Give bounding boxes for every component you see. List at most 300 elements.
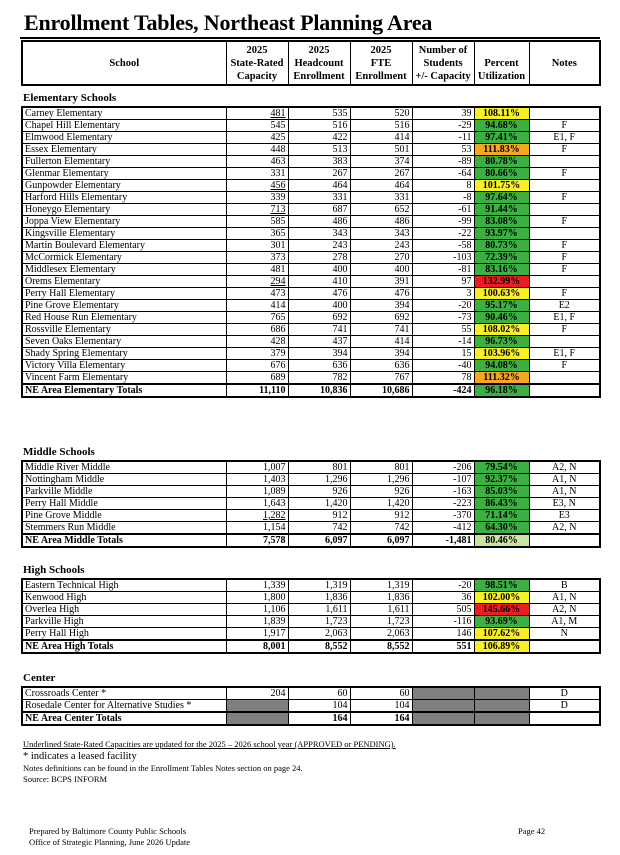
students-cell: -99	[412, 216, 474, 228]
section-title-middle: Middle Schools	[23, 446, 95, 458]
headcount-cell: 400	[288, 264, 350, 276]
percent-cell: 86.43%	[474, 498, 529, 510]
notes-cell: E1, F	[529, 312, 600, 324]
capacity-cell: 1,403	[226, 474, 288, 486]
capacity-cell: 481	[226, 107, 288, 120]
percent-cell: 64.30%	[474, 522, 529, 535]
students-cell: 505	[412, 604, 474, 616]
students-cell: -370	[412, 510, 474, 522]
school-cell: NE Area Middle Totals	[22, 534, 226, 547]
asterisk-footnote: * indicates a leased facility	[23, 751, 137, 762]
fte-cell: 414	[350, 132, 412, 144]
headcount-cell: 516	[288, 120, 350, 132]
header-headcount: 2025 Headcount Enrollment	[288, 41, 350, 85]
notes-cell: A1, N	[529, 474, 600, 486]
capacity-cell: 294	[226, 276, 288, 288]
school-cell: Pine Grove Elementary	[22, 300, 226, 312]
table-row	[22, 579, 600, 592]
students-cell: -58	[412, 240, 474, 252]
headcount-cell: 476	[288, 288, 350, 300]
capacity-cell: 1,154	[226, 522, 288, 535]
notes-cell: A1, N	[529, 486, 600, 498]
headcount-cell: 383	[288, 156, 350, 168]
students-cell: -29	[412, 120, 474, 132]
notes-cell: A2, N	[529, 522, 600, 535]
headcount-cell: 1,420	[288, 498, 350, 510]
percent-cell	[474, 700, 529, 713]
school-cell: Red House Run Elementary	[22, 312, 226, 324]
table-row	[22, 616, 600, 628]
school-cell: Martin Boulevard Elementary	[22, 240, 226, 252]
capacity-cell: 1,106	[226, 604, 288, 616]
fte-cell: 801	[350, 461, 412, 474]
fte-cell: 164	[350, 712, 412, 725]
fte-cell: 1,836	[350, 592, 412, 604]
fte-cell: 270	[350, 252, 412, 264]
students-cell: -1,481	[412, 534, 474, 547]
table-row	[22, 592, 600, 604]
percent-cell: 79.54%	[474, 461, 529, 474]
headcount-cell: 742	[288, 522, 350, 535]
fte-cell: 1,611	[350, 604, 412, 616]
percent-cell: 85.03%	[474, 486, 529, 498]
percent-cell: 83.16%	[474, 264, 529, 276]
headcount-cell: 104	[288, 700, 350, 713]
percent-cell: 96.18%	[474, 384, 529, 397]
fte-cell: 331	[350, 192, 412, 204]
table-row	[22, 360, 600, 372]
percent-cell: 106.89%	[474, 640, 529, 653]
headcount-cell: 486	[288, 216, 350, 228]
school-cell: Overlea High	[22, 604, 226, 616]
total-row	[22, 534, 600, 547]
notes-footnote: Notes definitions can be found in the Enrollment Tables Notes section on page 24.	[23, 763, 303, 773]
fte-cell: 400	[350, 264, 412, 276]
total-row	[22, 640, 600, 653]
percent-cell: 97.41%	[474, 132, 529, 144]
headcount-cell: 2,063	[288, 628, 350, 641]
fte-cell: 501	[350, 144, 412, 156]
table-row	[22, 180, 600, 192]
notes-cell: A2, N	[529, 604, 600, 616]
school-cell: Perry Hall Middle	[22, 498, 226, 510]
students-cell: -14	[412, 336, 474, 348]
table-row	[22, 120, 600, 132]
percent-cell: 111.83%	[474, 144, 529, 156]
fte-cell: 391	[350, 276, 412, 288]
capacity-cell: 1,643	[226, 498, 288, 510]
notes-cell: F	[529, 240, 600, 252]
students-cell: 551	[412, 640, 474, 653]
table-row	[22, 144, 600, 156]
prepared-by: Prepared by Baltimore County Public Schools	[29, 826, 186, 836]
table-row	[22, 486, 600, 498]
students-cell	[412, 712, 474, 725]
school-cell: Shady Spring Elementary	[22, 348, 226, 360]
school-cell: Stemmers Run Middle	[22, 522, 226, 535]
notes-cell: F	[529, 288, 600, 300]
percent-cell: 93.97%	[474, 228, 529, 240]
students-cell: -206	[412, 461, 474, 474]
notes-cell	[529, 712, 600, 725]
percent-cell: 97.64%	[474, 192, 529, 204]
notes-cell	[529, 534, 600, 547]
students-cell: -89	[412, 156, 474, 168]
students-cell	[412, 687, 474, 700]
capacity-cell: 686	[226, 324, 288, 336]
page-title: Enrollment Tables, Northeast Planning Area	[24, 10, 433, 35]
school-cell: NE Area High Totals	[22, 640, 226, 653]
school-cell: Harford Hills Elementary	[22, 192, 226, 204]
fte-cell: 692	[350, 312, 412, 324]
fte-cell: 636	[350, 360, 412, 372]
notes-cell: F	[529, 192, 600, 204]
notes-cell	[529, 384, 600, 397]
notes-cell: E3	[529, 510, 600, 522]
percent-cell: 80.46%	[474, 534, 529, 547]
table-row	[22, 107, 600, 120]
percent-cell: 145.66%	[474, 604, 529, 616]
header-students: Number of Students +/- Capacity	[412, 41, 474, 85]
percent-cell: 98.51%	[474, 579, 529, 592]
students-cell: -424	[412, 384, 474, 397]
school-cell: Chapel Hill Elementary	[22, 120, 226, 132]
headcount-cell: 278	[288, 252, 350, 264]
percent-cell: 101.75%	[474, 180, 529, 192]
capacity-cell: 11,110	[226, 384, 288, 397]
fte-cell: 267	[350, 168, 412, 180]
students-cell: -61	[412, 204, 474, 216]
fte-cell: 1,319	[350, 579, 412, 592]
students-cell: -73	[412, 312, 474, 324]
capacity-cell: 765	[226, 312, 288, 324]
fte-cell: 486	[350, 216, 412, 228]
capacity-cell: 365	[226, 228, 288, 240]
school-cell: Seven Oaks Elementary	[22, 336, 226, 348]
headcount-cell: 1,723	[288, 616, 350, 628]
table-row	[22, 132, 600, 144]
header-fte: 2025 FTE Enrollment	[350, 41, 412, 85]
notes-cell: F	[529, 144, 600, 156]
capacity-cell: 1,800	[226, 592, 288, 604]
fte-cell: 520	[350, 107, 412, 120]
school-cell: Orems Elementary	[22, 276, 226, 288]
notes-cell: F	[529, 360, 600, 372]
school-cell: Kingsville Elementary	[22, 228, 226, 240]
headcount-cell: 687	[288, 204, 350, 216]
percent-cell: 91.44%	[474, 204, 529, 216]
table-row	[22, 604, 600, 616]
students-cell: -116	[412, 616, 474, 628]
fte-cell: 343	[350, 228, 412, 240]
headcount-cell: 535	[288, 107, 350, 120]
capacity-cell: 1,089	[226, 486, 288, 498]
table-row	[22, 474, 600, 486]
source-footnote: Source: BCPS INFORM	[23, 774, 108, 784]
percent-cell: 83.08%	[474, 216, 529, 228]
fte-cell: 414	[350, 336, 412, 348]
section-title-high: High Schools	[23, 564, 85, 576]
fte-cell: 516	[350, 120, 412, 132]
school-cell: NE Area Center Totals	[22, 712, 226, 725]
notes-cell: A1, N	[529, 592, 600, 604]
notes-cell: E1, F	[529, 348, 600, 360]
notes-cell: E1, F	[529, 132, 600, 144]
table-row	[22, 687, 600, 700]
header-capacity: 2025 State-Rated Capacity	[226, 41, 288, 85]
capacity-cell	[226, 700, 288, 713]
notes-cell	[529, 228, 600, 240]
notes-cell: A1, M	[529, 616, 600, 628]
school-cell: NE Area Elementary Totals	[22, 384, 226, 397]
headcount-cell: 801	[288, 461, 350, 474]
students-cell: -412	[412, 522, 474, 535]
percent-cell	[474, 687, 529, 700]
notes-cell: N	[529, 628, 600, 641]
students-cell: -64	[412, 168, 474, 180]
school-cell: Joppa View Elementary	[22, 216, 226, 228]
total-row	[22, 712, 600, 725]
capacity-cell: 689	[226, 372, 288, 385]
notes-cell	[529, 180, 600, 192]
percent-cell: 80.66%	[474, 168, 529, 180]
capacity-cell: 585	[226, 216, 288, 228]
notes-cell: D	[529, 700, 600, 713]
office-line: Office of Strategic Planning, June 2026 Update	[29, 837, 191, 847]
students-cell: 36	[412, 592, 474, 604]
school-cell: Fullerton Elementary	[22, 156, 226, 168]
percent-cell: 95.17%	[474, 300, 529, 312]
footer-credit	[29, 826, 190, 848]
students-cell: 39	[412, 107, 474, 120]
students-cell: -8	[412, 192, 474, 204]
table-row	[22, 240, 600, 252]
students-cell: -40	[412, 360, 474, 372]
notes-cell: B	[529, 579, 600, 592]
school-cell: Rossville Elementary	[22, 324, 226, 336]
column-header-table	[21, 40, 601, 86]
headcount-cell: 1,319	[288, 579, 350, 592]
notes-cell	[529, 156, 600, 168]
fte-cell: 912	[350, 510, 412, 522]
capacity-cell: 379	[226, 348, 288, 360]
headcount-cell: 400	[288, 300, 350, 312]
notes-cell: A2, N	[529, 461, 600, 474]
school-cell: Parkville High	[22, 616, 226, 628]
table-row	[22, 276, 600, 288]
school-cell: Parkville Middle	[22, 486, 226, 498]
capacity-cell: 425	[226, 132, 288, 144]
headcount-cell: 464	[288, 180, 350, 192]
header-school: School	[109, 57, 140, 69]
header-notes: Notes	[529, 41, 600, 85]
notes-cell: F	[529, 168, 600, 180]
capacity-cell: 545	[226, 120, 288, 132]
notes-cell	[529, 372, 600, 385]
capacity-cell: 1,917	[226, 628, 288, 641]
students-cell: 78	[412, 372, 474, 385]
center-table	[21, 686, 601, 726]
fte-cell: 1,723	[350, 616, 412, 628]
school-cell: Victory Villa Elementary	[22, 360, 226, 372]
capacity-cell: 463	[226, 156, 288, 168]
underline-footnote: Underlined State-Rated Capacities are updated for the 2025 – 2026 school year (APPROVED or PENDING).	[23, 739, 396, 749]
capacity-cell: 204	[226, 687, 288, 700]
notes-cell	[529, 276, 600, 288]
fte-cell: 60	[350, 687, 412, 700]
percent-cell: 94.68%	[474, 120, 529, 132]
headcount-cell: 164	[288, 712, 350, 725]
headcount-cell: 782	[288, 372, 350, 385]
school-cell: Perry Hall High	[22, 628, 226, 641]
table-row	[22, 252, 600, 264]
section-title-center: Center	[23, 672, 56, 684]
students-cell: -11	[412, 132, 474, 144]
students-cell: 97	[412, 276, 474, 288]
students-cell: -163	[412, 486, 474, 498]
table-row	[22, 628, 600, 641]
notes-cell: F	[529, 324, 600, 336]
capacity-cell: 1,839	[226, 616, 288, 628]
title-rule	[20, 37, 600, 39]
table-row	[22, 336, 600, 348]
school-cell: Honeygo Elementary	[22, 204, 226, 216]
headcount-cell: 1,836	[288, 592, 350, 604]
fte-cell: 104	[350, 700, 412, 713]
students-cell	[412, 700, 474, 713]
notes-cell: F	[529, 216, 600, 228]
table-row	[22, 228, 600, 240]
fte-cell: 476	[350, 288, 412, 300]
headcount-cell: 6,097	[288, 534, 350, 547]
fte-cell: 1,296	[350, 474, 412, 486]
headcount-cell: 8,552	[288, 640, 350, 653]
headcount-cell: 636	[288, 360, 350, 372]
headcount-cell: 410	[288, 276, 350, 288]
notes-cell	[529, 204, 600, 216]
fte-cell: 8,552	[350, 640, 412, 653]
percent-cell	[474, 712, 529, 725]
school-cell: Rosedale Center for Alternative Studies *	[22, 700, 226, 713]
students-cell: 55	[412, 324, 474, 336]
table-row	[22, 522, 600, 535]
middle-table	[21, 460, 601, 548]
students-cell: -103	[412, 252, 474, 264]
headcount-cell: 10,836	[288, 384, 350, 397]
school-cell: Pine Grove Middle	[22, 510, 226, 522]
notes-cell: F	[529, 120, 600, 132]
headcount-cell: 394	[288, 348, 350, 360]
capacity-cell: 8,001	[226, 640, 288, 653]
fte-cell: 1,420	[350, 498, 412, 510]
fte-cell: 10,686	[350, 384, 412, 397]
table-row	[22, 192, 600, 204]
footnotes	[23, 739, 598, 785]
percent-cell: 93.69%	[474, 616, 529, 628]
fte-cell: 243	[350, 240, 412, 252]
table-row	[22, 510, 600, 522]
capacity-cell: 1,007	[226, 461, 288, 474]
percent-cell: 80.73%	[474, 240, 529, 252]
headcount-cell: 912	[288, 510, 350, 522]
capacity-cell: 331	[226, 168, 288, 180]
school-cell: Elmwood Elementary	[22, 132, 226, 144]
capacity-cell: 414	[226, 300, 288, 312]
fte-cell: 767	[350, 372, 412, 385]
fte-cell: 926	[350, 486, 412, 498]
school-cell: Nottingham Middle	[22, 474, 226, 486]
capacity-cell: 1,339	[226, 579, 288, 592]
school-cell: Kenwood High	[22, 592, 226, 604]
capacity-cell: 456	[226, 180, 288, 192]
fte-cell: 374	[350, 156, 412, 168]
percent-cell: 90.46%	[474, 312, 529, 324]
school-cell: Perry Hall Elementary	[22, 288, 226, 300]
students-cell: 53	[412, 144, 474, 156]
percent-cell: 94.08%	[474, 360, 529, 372]
high-table	[21, 578, 601, 654]
table-row	[22, 288, 600, 300]
table-row	[22, 700, 600, 713]
percent-cell: 103.96%	[474, 348, 529, 360]
capacity-cell: 713	[226, 204, 288, 216]
headcount-cell: 741	[288, 324, 350, 336]
notes-cell: E2	[529, 300, 600, 312]
percent-cell: 100.63%	[474, 288, 529, 300]
percent-cell: 96.73%	[474, 336, 529, 348]
percent-cell: 111.32%	[474, 372, 529, 385]
percent-cell: 132.99%	[474, 276, 529, 288]
section-title-elementary: Elementary Schools	[23, 92, 117, 104]
fte-cell: 652	[350, 204, 412, 216]
capacity-cell: 1,282	[226, 510, 288, 522]
students-cell: -223	[412, 498, 474, 510]
table-row	[22, 156, 600, 168]
table-row	[22, 312, 600, 324]
header-percent: Percent Utilization	[474, 41, 529, 85]
capacity-cell: 448	[226, 144, 288, 156]
notes-cell	[529, 107, 600, 120]
capacity-cell: 676	[226, 360, 288, 372]
school-cell: Middle River Middle	[25, 462, 110, 473]
headcount-cell: 60	[288, 687, 350, 700]
headcount-cell: 1,611	[288, 604, 350, 616]
capacity-cell: 7,578	[226, 534, 288, 547]
table-row	[22, 498, 600, 510]
school-cell: Carney Elementary	[25, 108, 103, 119]
school-cell: McCormick Elementary	[22, 252, 226, 264]
table-row	[22, 204, 600, 216]
students-cell: 8	[412, 180, 474, 192]
percent-cell: 108.02%	[474, 324, 529, 336]
students-cell: 146	[412, 628, 474, 641]
notes-cell: F	[529, 252, 600, 264]
capacity-cell: 481	[226, 264, 288, 276]
percent-cell: 72.39%	[474, 252, 529, 264]
elementary-table	[21, 106, 601, 398]
school-cell: Essex Elementary	[22, 144, 226, 156]
fte-cell: 394	[350, 348, 412, 360]
notes-cell	[529, 336, 600, 348]
fte-cell: 2,063	[350, 628, 412, 641]
capacity-cell	[226, 712, 288, 725]
students-cell: -20	[412, 579, 474, 592]
notes-cell	[529, 640, 600, 653]
headcount-cell: 422	[288, 132, 350, 144]
capacity-cell: 473	[226, 288, 288, 300]
table-row	[22, 300, 600, 312]
table-row	[22, 372, 600, 385]
